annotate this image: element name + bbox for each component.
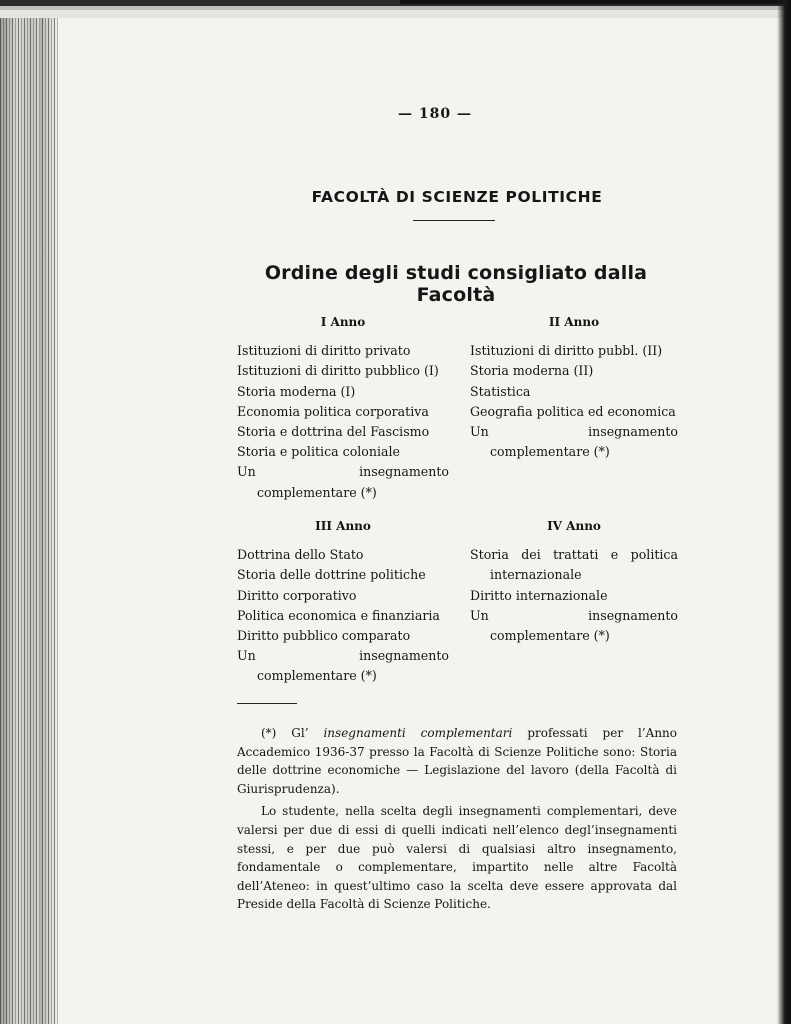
course-item: Storia e politica coloniale	[237, 444, 401, 460]
year-4-block	[470, 516, 678, 646]
year-2-block	[470, 312, 678, 462]
book-binding-edge	[0, 0, 58, 1024]
footnote-paragraph: Lo studente, nella scelta degli insegnamenti complementari, deve valersi per due di essi di quelli indicati nell’elenco degl’insegnamenti stessi, e per due può valersi di qualsiasi altro insegnamento, fondamentale o complementare, impartito nelle altre Facoltà dell’Ateneo: in quest’ultimo caso la scelta deve essere approvata dal Preside della Facoltà di Scienze Politiche.	[237, 804, 677, 912]
course-list	[237, 545, 449, 686]
course-item: Diritto pubblico comparato	[237, 628, 411, 644]
year-heading: I Anno	[320, 315, 366, 329]
course-item: Istituzioni di diritto pubblico (I)	[237, 363, 439, 379]
course-item: Economia politica corporativa	[237, 403, 429, 419]
course-item: Storia dei trattati e politica internazionale	[470, 547, 678, 583]
course-list	[470, 341, 678, 462]
course-item: Diritto corporativo	[237, 587, 357, 603]
course-item: Dottrina dello Stato	[237, 547, 364, 563]
course-item: Storia moderna (I)	[237, 383, 356, 399]
footnote-divider	[237, 703, 297, 704]
page-number: — 180 —	[398, 106, 472, 122]
footnote-text: professati per l’Anno Accademico 1936-37 presso la Facoltà di Scienze Politiche sono: Storia delle dottrine economiche — Legislazione del lavoro (della Facoltà di Giurisprudenza).	[237, 726, 678, 796]
year-heading: IV Anno	[547, 519, 601, 533]
course-item: Un insegnamento complementare (*)	[470, 424, 678, 460]
course-item: Diritto internazionale	[470, 587, 608, 603]
course-item: Storia moderna (II)	[470, 363, 594, 379]
year-heading: II Anno	[548, 315, 600, 329]
year-3-block	[237, 516, 449, 687]
course-item: Istituzioni di diritto privato	[237, 343, 411, 359]
course-item: Politica economica e finanziaria	[237, 607, 440, 623]
scan-right-edge	[777, 0, 791, 1024]
course-list	[237, 341, 449, 503]
section-title: Ordine degli studi consigliato dalla Facoltà	[264, 262, 648, 306]
course-item: Un insegnamento complementare (*)	[237, 648, 449, 684]
footnote-paragraph	[237, 724, 677, 798]
course-item: Statistica	[470, 383, 531, 399]
footnote	[237, 724, 677, 918]
year-heading: III Anno	[315, 519, 371, 533]
course-item: Geografia politica ed economica	[470, 403, 676, 419]
course-item: Storia delle dottrine politiche	[237, 567, 426, 583]
footnote-emphasis: insegnamenti complementari	[323, 726, 513, 740]
scan-top-edge	[0, 0, 791, 18]
faculty-title: FACOLTÀ DI SCIENZE POLITICHE	[311, 188, 603, 206]
title-divider	[413, 220, 495, 221]
course-item: Storia e dottrina del Fascismo	[237, 424, 430, 440]
course-item: Un insegnamento complementare (*)	[237, 464, 449, 500]
footnote-marker: (*) Gl’	[261, 726, 309, 740]
year-1-block	[237, 312, 449, 503]
course-list	[470, 545, 678, 646]
course-item: Un insegnamento complementare (*)	[470, 607, 678, 644]
course-item: Istituzioni di diritto pubbl. (II)	[470, 343, 663, 359]
